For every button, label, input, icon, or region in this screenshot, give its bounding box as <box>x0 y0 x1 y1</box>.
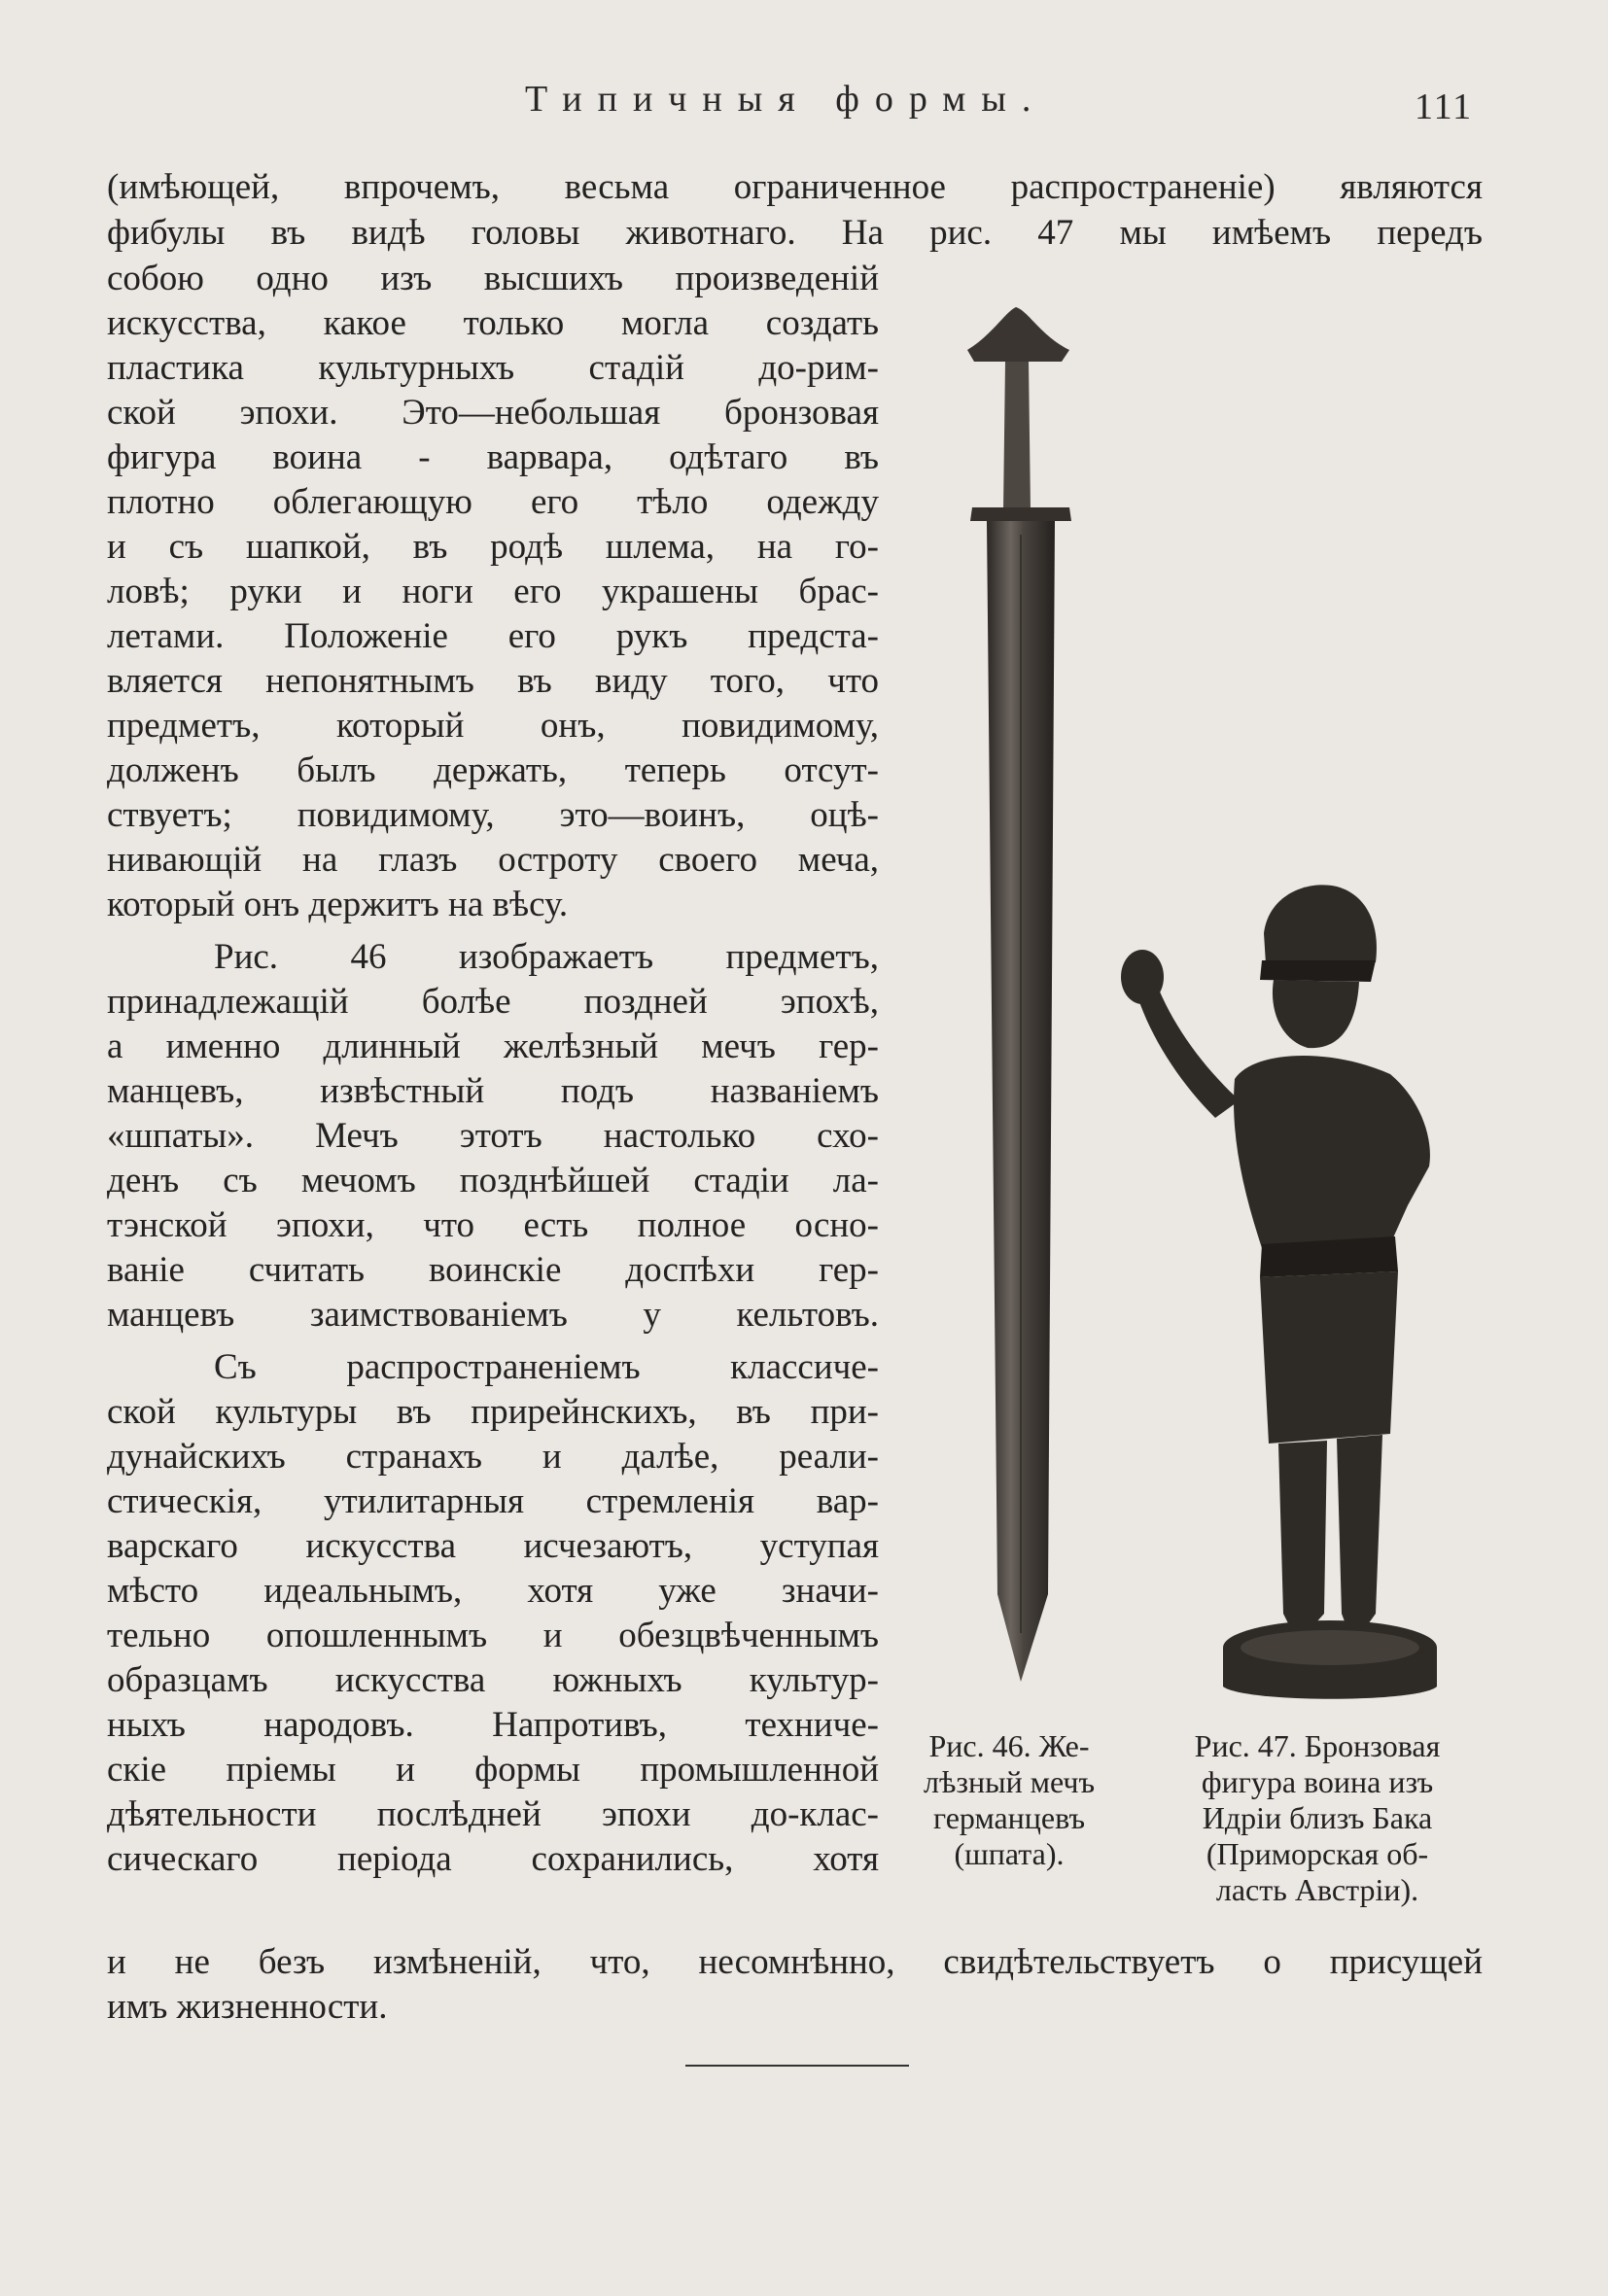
warrior-head <box>1273 980 1359 1048</box>
text-line: вляется непонятнымъ въ виду того, что <box>107 661 879 701</box>
text-line: ловѣ; руки и ноги его украшены брас- <box>107 572 879 611</box>
warrior-right-leg <box>1337 1435 1382 1645</box>
text-line: стическія, утилитарныя стремленія вар- <box>107 1481 879 1521</box>
text-line: (имѣющей, впрочемъ, весьма ограниченное распространеніе) являются <box>107 167 1483 207</box>
text-line: Рис. 46 изображаетъ предметъ, <box>214 937 879 977</box>
bronze-warrior-figure <box>1099 875 1507 1711</box>
text-line: дѣятельности послѣдней эпохи до-клас- <box>107 1794 879 1834</box>
text-line: тэнской эпохи, что есть полное осно- <box>107 1205 879 1245</box>
text-line: ской культуры въ прирейнскихъ, въ при- <box>107 1392 879 1432</box>
text-line: фигура воина - варвара, одѣтаго въ <box>107 437 879 477</box>
text-line: денъ съ мечомъ позднѣйшей стадіи ла- <box>107 1161 879 1200</box>
text-line: и не безъ измѣненій, что, несомнѣнно, свидѣтельствуетъ о присущей <box>107 1942 1483 1982</box>
running-title: Типичныя формы. <box>525 79 1047 120</box>
text-line: сическаго періода сохранились, хотя <box>107 1839 879 1879</box>
text-line: ныхъ народовъ. Напротивъ, техниче- <box>107 1705 879 1745</box>
text-line: имъ жизненности. <box>107 1987 388 2027</box>
text-line: тельно опошленнымъ и обезцвѣченнымъ <box>107 1616 879 1655</box>
text-line: фибулы въ видѣ головы животнаго. На рис. 47 мы имѣемъ передъ <box>107 213 1483 253</box>
text-line: ствуетъ; повидимому, это—воинъ, оцѣ- <box>107 795 879 835</box>
text-line: летами. Положеніе его рукъ предста- <box>107 616 879 656</box>
warrior-raised-arm <box>1137 990 1240 1118</box>
caption-line: (шпата). <box>954 1836 1065 1871</box>
text-line: варскаго искусства исчезаютъ, уступая <box>107 1526 879 1566</box>
caption-line: Рис. 46. Же- <box>928 1728 1090 1763</box>
text-line: ваніе считать воинскіе доспѣхи гер- <box>107 1250 879 1290</box>
text-line: и съ шапкой, въ родѣ шлема, на го- <box>107 527 879 567</box>
text-line: который онъ держитъ на вѣсу. <box>107 885 569 924</box>
text-line: образцамъ искусства южныхъ культур- <box>107 1660 879 1700</box>
warrior-left-leg <box>1278 1441 1327 1643</box>
page-number: 111 <box>1415 87 1474 127</box>
text-line: плотно облегающую его тѣло одежду <box>107 482 879 522</box>
caption-line: Идріи близъ Бака <box>1202 1800 1433 1835</box>
figure-47-caption <box>1137 1728 1497 1908</box>
text-line: Съ распространеніемъ классиче- <box>214 1347 879 1387</box>
text-line: предметъ, который онъ, повидимому, <box>107 706 879 746</box>
warrior-kilt <box>1260 1271 1398 1444</box>
text-line: «шпаты». Мечъ этотъ настолько схо- <box>107 1116 879 1156</box>
text-line: принадлежащій болѣе поздней эпохѣ, <box>107 982 879 1022</box>
sword-illustration <box>933 292 1108 1691</box>
text-line: дунайскихъ странахъ и далѣе, реали- <box>107 1437 879 1477</box>
caption-line: фигура воина изъ <box>1201 1764 1434 1799</box>
sword-guard <box>970 507 1071 521</box>
text-line: пластика культурныхъ стадій до-рим- <box>107 348 879 388</box>
text-line: собою одно изъ высшихъ произведеній <box>107 259 879 298</box>
caption-line: ласть Австріи). <box>1215 1872 1419 1907</box>
sword-pommel <box>967 307 1069 362</box>
sword-grip <box>1003 362 1031 510</box>
caption-line: (Приморская об- <box>1206 1836 1429 1871</box>
text-line: нивающій на глазъ остроту своего меча, <box>107 840 879 880</box>
text-line: долженъ былъ держать, теперь отсут- <box>107 750 879 790</box>
text-line: манцевъ заимствованіемъ у кельтовъ. <box>107 1295 879 1335</box>
text-line: мѣсто идеальнымъ, хотя уже значи- <box>107 1571 879 1611</box>
section-divider <box>685 2065 909 2067</box>
text-line: манцевъ, извѣстный подъ названіемъ <box>107 1071 879 1111</box>
caption-line: лѣзный мечъ <box>923 1764 1096 1799</box>
caption-line: Рис. 47. Бронзовая <box>1194 1728 1441 1763</box>
page-header <box>0 78 1608 136</box>
text-line: искусства, какое только могла создать <box>107 303 879 343</box>
text-line: скіе пріемы и формы промышленной <box>107 1750 879 1790</box>
text-line: ской эпохи. Это—небольшая бронзовая <box>107 393 879 433</box>
warrior-helmet <box>1264 885 1377 964</box>
warrior-torso <box>1234 1056 1430 1254</box>
text-line: а именно длинный желѣзный мечъ гер- <box>107 1026 879 1066</box>
caption-line: германцевъ <box>933 1800 1085 1835</box>
figure-46-caption <box>892 1728 1126 1872</box>
